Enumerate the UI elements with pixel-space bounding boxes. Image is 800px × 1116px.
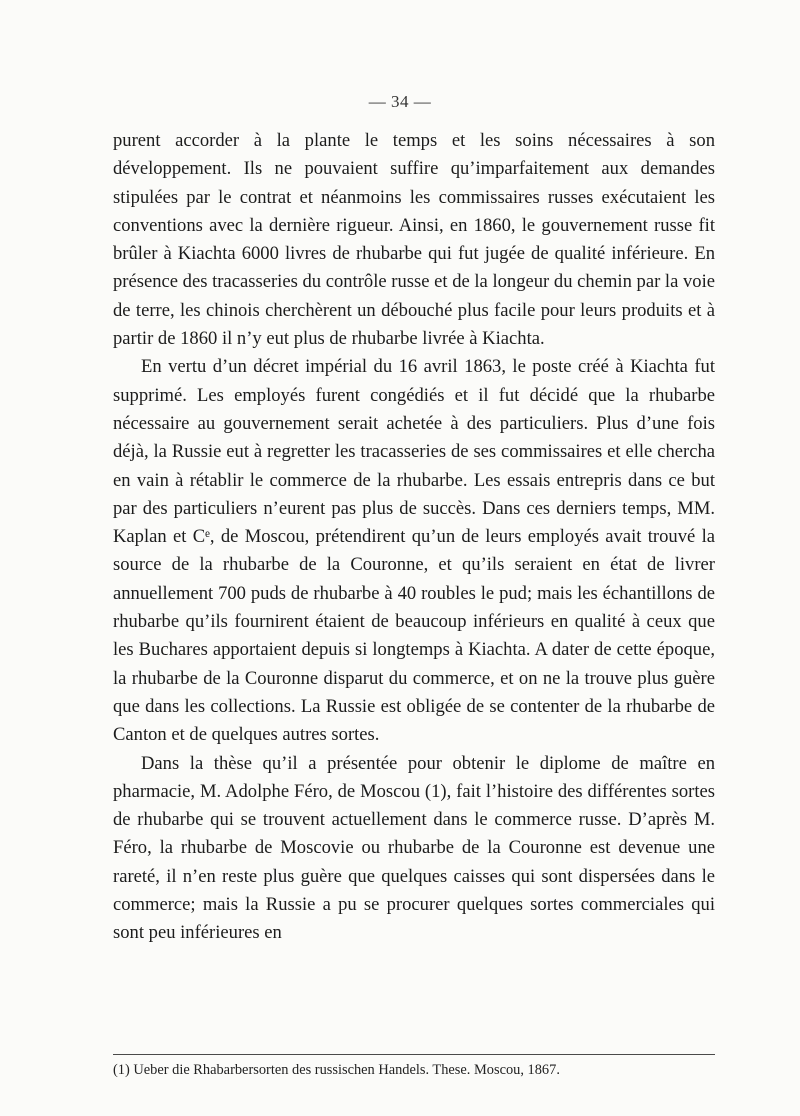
page-number: — 34 — — [368, 92, 432, 111]
paragraph-3: Dans la thèse qu’il a présentée pour obtenir le diplome de maître en pharmacie, M. Adolphe Féro, de Moscou (1), fait l’histoire des différentes sortes de rhubarbe qui se trouvent actuellement dans le commerce russe. D’après M. Féro, la rhubarbe de Moscovie ou rhubarbe de la Couronne est devenue une rareté, il n’en reste plus guère que quelques caisses qui sont dispersées dans le commerce; mais la Russie a pu se procurer quelques sortes commerciales qui sont peu inférieures en — [113, 752, 715, 944]
body-text — [113, 127, 715, 948]
paragraph-2: En vertu d’un décret impérial du 16 avril 1863, le poste créé à Kiachta fut supprimé. Les employés furent congédiés et il fut décidé que la rhubarbe nécessaire au gouvernement serait achetée à des particuliers. Plus d’une fois déjà, la Russie eut à regretter les tracasseries de ses commissaires et elle chercha en vain à rétablir le commerce de la rhubarbe. Les essais entrepris dans ce but par des particuliers n’eurent pas plus de succès. Dans ces derniers temps, MM. Kaplan et Cᵉ, de Moscou, prétendirent qu’un de leurs employés avait trouvé la source de la rhubarbe de la Couronne, et qu’ils seraient en état de livrer annuellement 700 puds de rhubarbe à 40 roubles le pud; mais les échantillons de rhubarbe qu’ils fournirent étaient de beaucoup inférieurs en qualité à ceux que les Buchares apportaient depuis si longtemps à Kiachta. A dater de cette époque, la rhubarbe de la Couronne disparut du commerce, et on ne la trouve plus guère que dans les collections. La Russie est obligée de se contenter de la rhubarbe de Canton et de quelques autres sortes. — [113, 356, 715, 746]
footnote-divider — [113, 1054, 715, 1055]
footnote: (1) Ueber die Rhabarbersorten des russischen Handels. These. Moscou, 1867. — [113, 1062, 560, 1078]
paragraph-1: purent accorder à la plante le temps et les soins nécessaires à son développement. Ils ne pouvaient suffire qu’imparfaitement aux demandes stipulées par le contrat et néanmoins les commissaires russes exécutaient les conventions avec la dernière rigueur. Ainsi, en 1860, le gouvernement russe fit brûler à Kiachta 6000 livres de rhubarbe qui fut jugée de qualité inférieure. En présence des tracasseries du contrôle russe et de la longeur du chemin par la voie de terre, les chinois cherchèrent un débouché plus facile pour leurs produits et à partir de 1860 il n’y eut plus de rhubarbe livrée à Kiachta. — [113, 130, 715, 350]
